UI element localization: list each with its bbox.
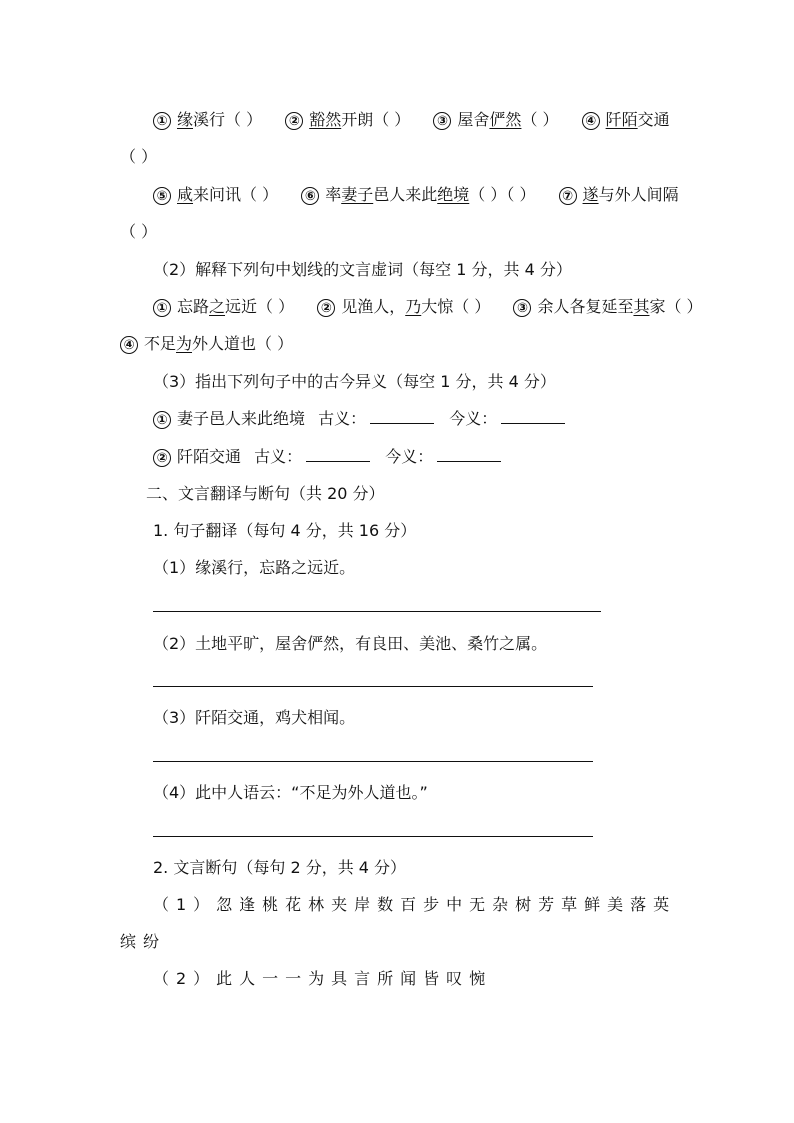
translate-subtitle: 1. 句子翻译（每句 4 分，共 16 分）	[153, 521, 417, 540]
q2-row2	[120, 333, 293, 355]
num-6: ⑥	[301, 187, 319, 205]
item-text: 远近（ ）	[225, 297, 295, 316]
answer-line-4[interactable]	[153, 836, 593, 837]
underlined-word: 之	[209, 297, 226, 316]
item-text: 邑人来此	[373, 185, 438, 204]
item-text: 与外人间隔	[598, 185, 679, 204]
q1-row2	[153, 184, 679, 206]
item-text: 开朗（ ）	[341, 110, 411, 129]
num-1: ①	[153, 112, 171, 130]
num-3: ③	[513, 299, 531, 317]
underlined-word: 缘	[177, 110, 194, 129]
q1-item1	[153, 110, 262, 129]
q1-item7	[559, 185, 679, 204]
underlined-word: 咸	[177, 185, 194, 204]
num-2: ②	[317, 299, 335, 317]
underlined-word: 妻子	[341, 185, 374, 204]
answer-line-2[interactable]	[153, 686, 593, 687]
num-3: ③	[433, 112, 451, 130]
q2-item3	[513, 297, 702, 316]
item-text: （ ）	[521, 110, 559, 129]
q2-item2	[317, 297, 490, 316]
item-text: 阡陌交通	[177, 447, 242, 466]
q1-item2	[285, 110, 410, 129]
gu-label: 古义：	[318, 409, 367, 428]
num-2: ②	[285, 112, 303, 130]
q1-row1-wrap: （ ）	[120, 147, 158, 166]
underlined-word: 遂	[582, 185, 599, 204]
q1-row1	[153, 109, 670, 131]
section2-title: 二、文言翻译与断句（共 20 分）	[146, 484, 385, 503]
num-1: ①	[153, 411, 171, 429]
punctuate-1-line2: 缤纷	[120, 932, 167, 951]
jin-blank[interactable]	[501, 409, 565, 424]
num-7: ⑦	[559, 187, 577, 205]
jin-label: 今义：	[449, 409, 498, 428]
num-4: ④	[120, 336, 138, 354]
answer-line-3[interactable]	[153, 761, 593, 762]
q2-item1	[153, 297, 294, 316]
q3-title: （3）指出下列句子中的古今异义（每空 1 分，共 4 分）	[153, 372, 556, 391]
q1-item5	[153, 185, 278, 204]
item-text: 妻子邑人来此绝境	[177, 409, 306, 428]
q1-item4	[582, 110, 670, 129]
gu-blank[interactable]	[370, 409, 434, 424]
gu-label: 古义：	[254, 447, 303, 466]
underlined-word: 为	[176, 334, 193, 353]
translate-3: （3）阡陌交通，鸡犬相闻。	[153, 708, 356, 727]
item-text: 见渔人，	[341, 297, 406, 316]
underlined-word: 其	[633, 297, 650, 316]
punctuate-2: （2）此人一一为具言所闻皆叹惋	[153, 969, 493, 988]
jin-label: 今义：	[385, 447, 434, 466]
underlined-word: 豁然	[309, 110, 342, 129]
item-text: 交通	[637, 110, 670, 129]
translate-4: （4）此中人语云：“不足为外人道也。”	[153, 783, 428, 802]
translate-2: （2）土地平旷，屋舍俨然，有良田、美池、桑竹之属。	[153, 634, 548, 653]
q3-row1	[153, 408, 565, 430]
underlined-word: 乃	[405, 297, 422, 316]
translate-1: （1）缘溪行，忘路之远近。	[153, 558, 356, 577]
item-text: 屋舍	[457, 110, 490, 129]
num-4: ④	[582, 112, 600, 130]
q1-row2-wrap: （ ）	[120, 222, 158, 241]
answer-line-1[interactable]	[153, 611, 601, 612]
item-text: 率	[325, 185, 342, 204]
item-text: 忘路	[177, 297, 210, 316]
q2-item4	[120, 334, 293, 353]
item-text: 家（ ）	[649, 297, 703, 316]
num-5: ⑤	[153, 187, 171, 205]
jin-blank[interactable]	[437, 447, 501, 462]
item-text: 余人各复延至	[537, 297, 634, 316]
item-text: 来问讯（ ）	[193, 185, 279, 204]
item-text: （ ）（ ）	[469, 185, 536, 204]
underlined-word: 俨然	[489, 110, 522, 129]
q2-row1	[153, 296, 703, 318]
underlined-word: 阡陌	[605, 110, 638, 129]
q3-row2	[153, 446, 501, 468]
item-text: 大惊（ ）	[421, 297, 491, 316]
q2-title: （2）解释下列句中划线的文言虚词（每空 1 分，共 4 分）	[153, 260, 572, 279]
punctuate-1-line1: （1）忽逢桃花林夹岸数百步中无杂树芳草鲜美落英	[153, 895, 677, 914]
q1-item6	[301, 185, 535, 204]
punctuate-subtitle: 2. 文言断句（每句 2 分，共 4 分）	[153, 858, 407, 877]
gu-blank[interactable]	[306, 447, 370, 462]
item-text: 不足	[144, 334, 177, 353]
item-text: 外人道也（ ）	[192, 334, 294, 353]
item-text: 溪行（ ）	[193, 110, 263, 129]
q1-item3	[433, 110, 558, 129]
num-1: ①	[153, 299, 171, 317]
num-2: ②	[153, 449, 171, 467]
underlined-word: 绝境	[437, 185, 470, 204]
